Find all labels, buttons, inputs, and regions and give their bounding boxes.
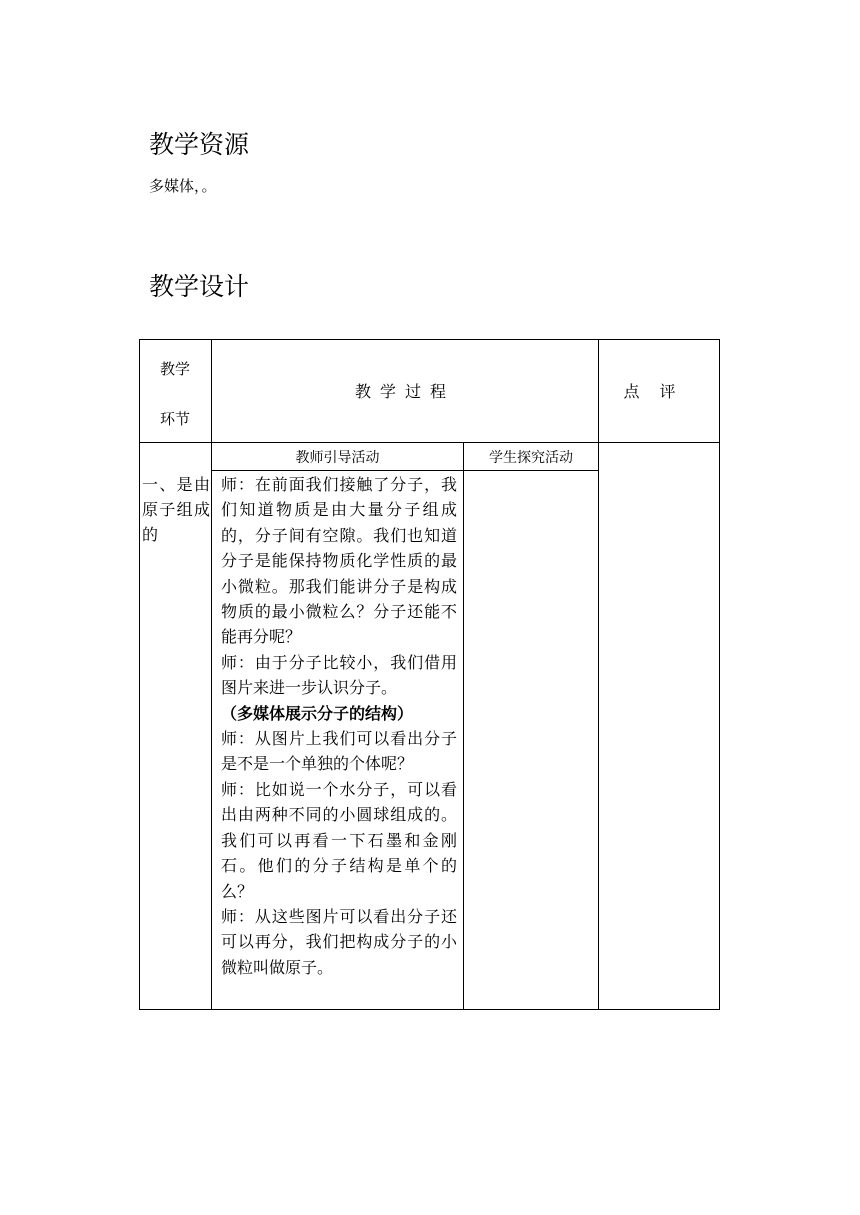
resources-text: 多媒体，。: [149, 177, 217, 195]
teacher-paragraph: 师：由于分子比较小，我们借用图片来进一步认识分子。: [221, 652, 457, 698]
header-comment: 点评: [623, 382, 696, 401]
header-process: 教学过程: [354, 382, 455, 401]
teacher-paragraph: 师：从这些图片可以看出分子还可以再分，我们把构成分子的小微粒叫做原子。: [221, 906, 457, 977]
header-teacher-activity: 教师引导活动: [295, 449, 380, 466]
teacher-paragraph-emphasis: （多媒体展示分子的结构）: [221, 703, 414, 723]
header-stage-line1: 教学: [159, 360, 190, 378]
section-title-design: 教学设计: [149, 272, 250, 301]
header-student-activity: 学生探究活动: [489, 449, 573, 466]
row-stage: 一、是由原子组成的: [142, 475, 210, 544]
header-stage: [139, 339, 211, 442]
teaching-design-table: [139, 339, 720, 1010]
table-divider-teacher-student: [463, 442, 464, 1010]
teacher-paragraph: 师：比如说一个水分子，可以看出由两种不同的小圆球组成的。我们可以再看一下石墨和金刚石。他们的分子结构是单个的么？: [221, 779, 457, 901]
header-stage-line2: 环节: [159, 410, 190, 428]
table-divider-subheader: [211, 470, 599, 471]
row-teacher-activity: [221, 472, 457, 980]
teacher-paragraph: 师：在前面我们接触了分子，我们知道物质是由大量分子组成的，分子间有空隙。我们也知道分子是能保持物质化学性质的最小微粒。那我们能讲分子是构成物质的最小微粒么？分子还能不能再分呢？: [221, 475, 457, 647]
teacher-paragraph: 师：从图片上我们可以看出分子是不是一个单独的个体呢？: [221, 729, 457, 774]
section-title-resources: 教学资源: [149, 130, 250, 159]
table-border-bottom: [139, 1009, 720, 1010]
